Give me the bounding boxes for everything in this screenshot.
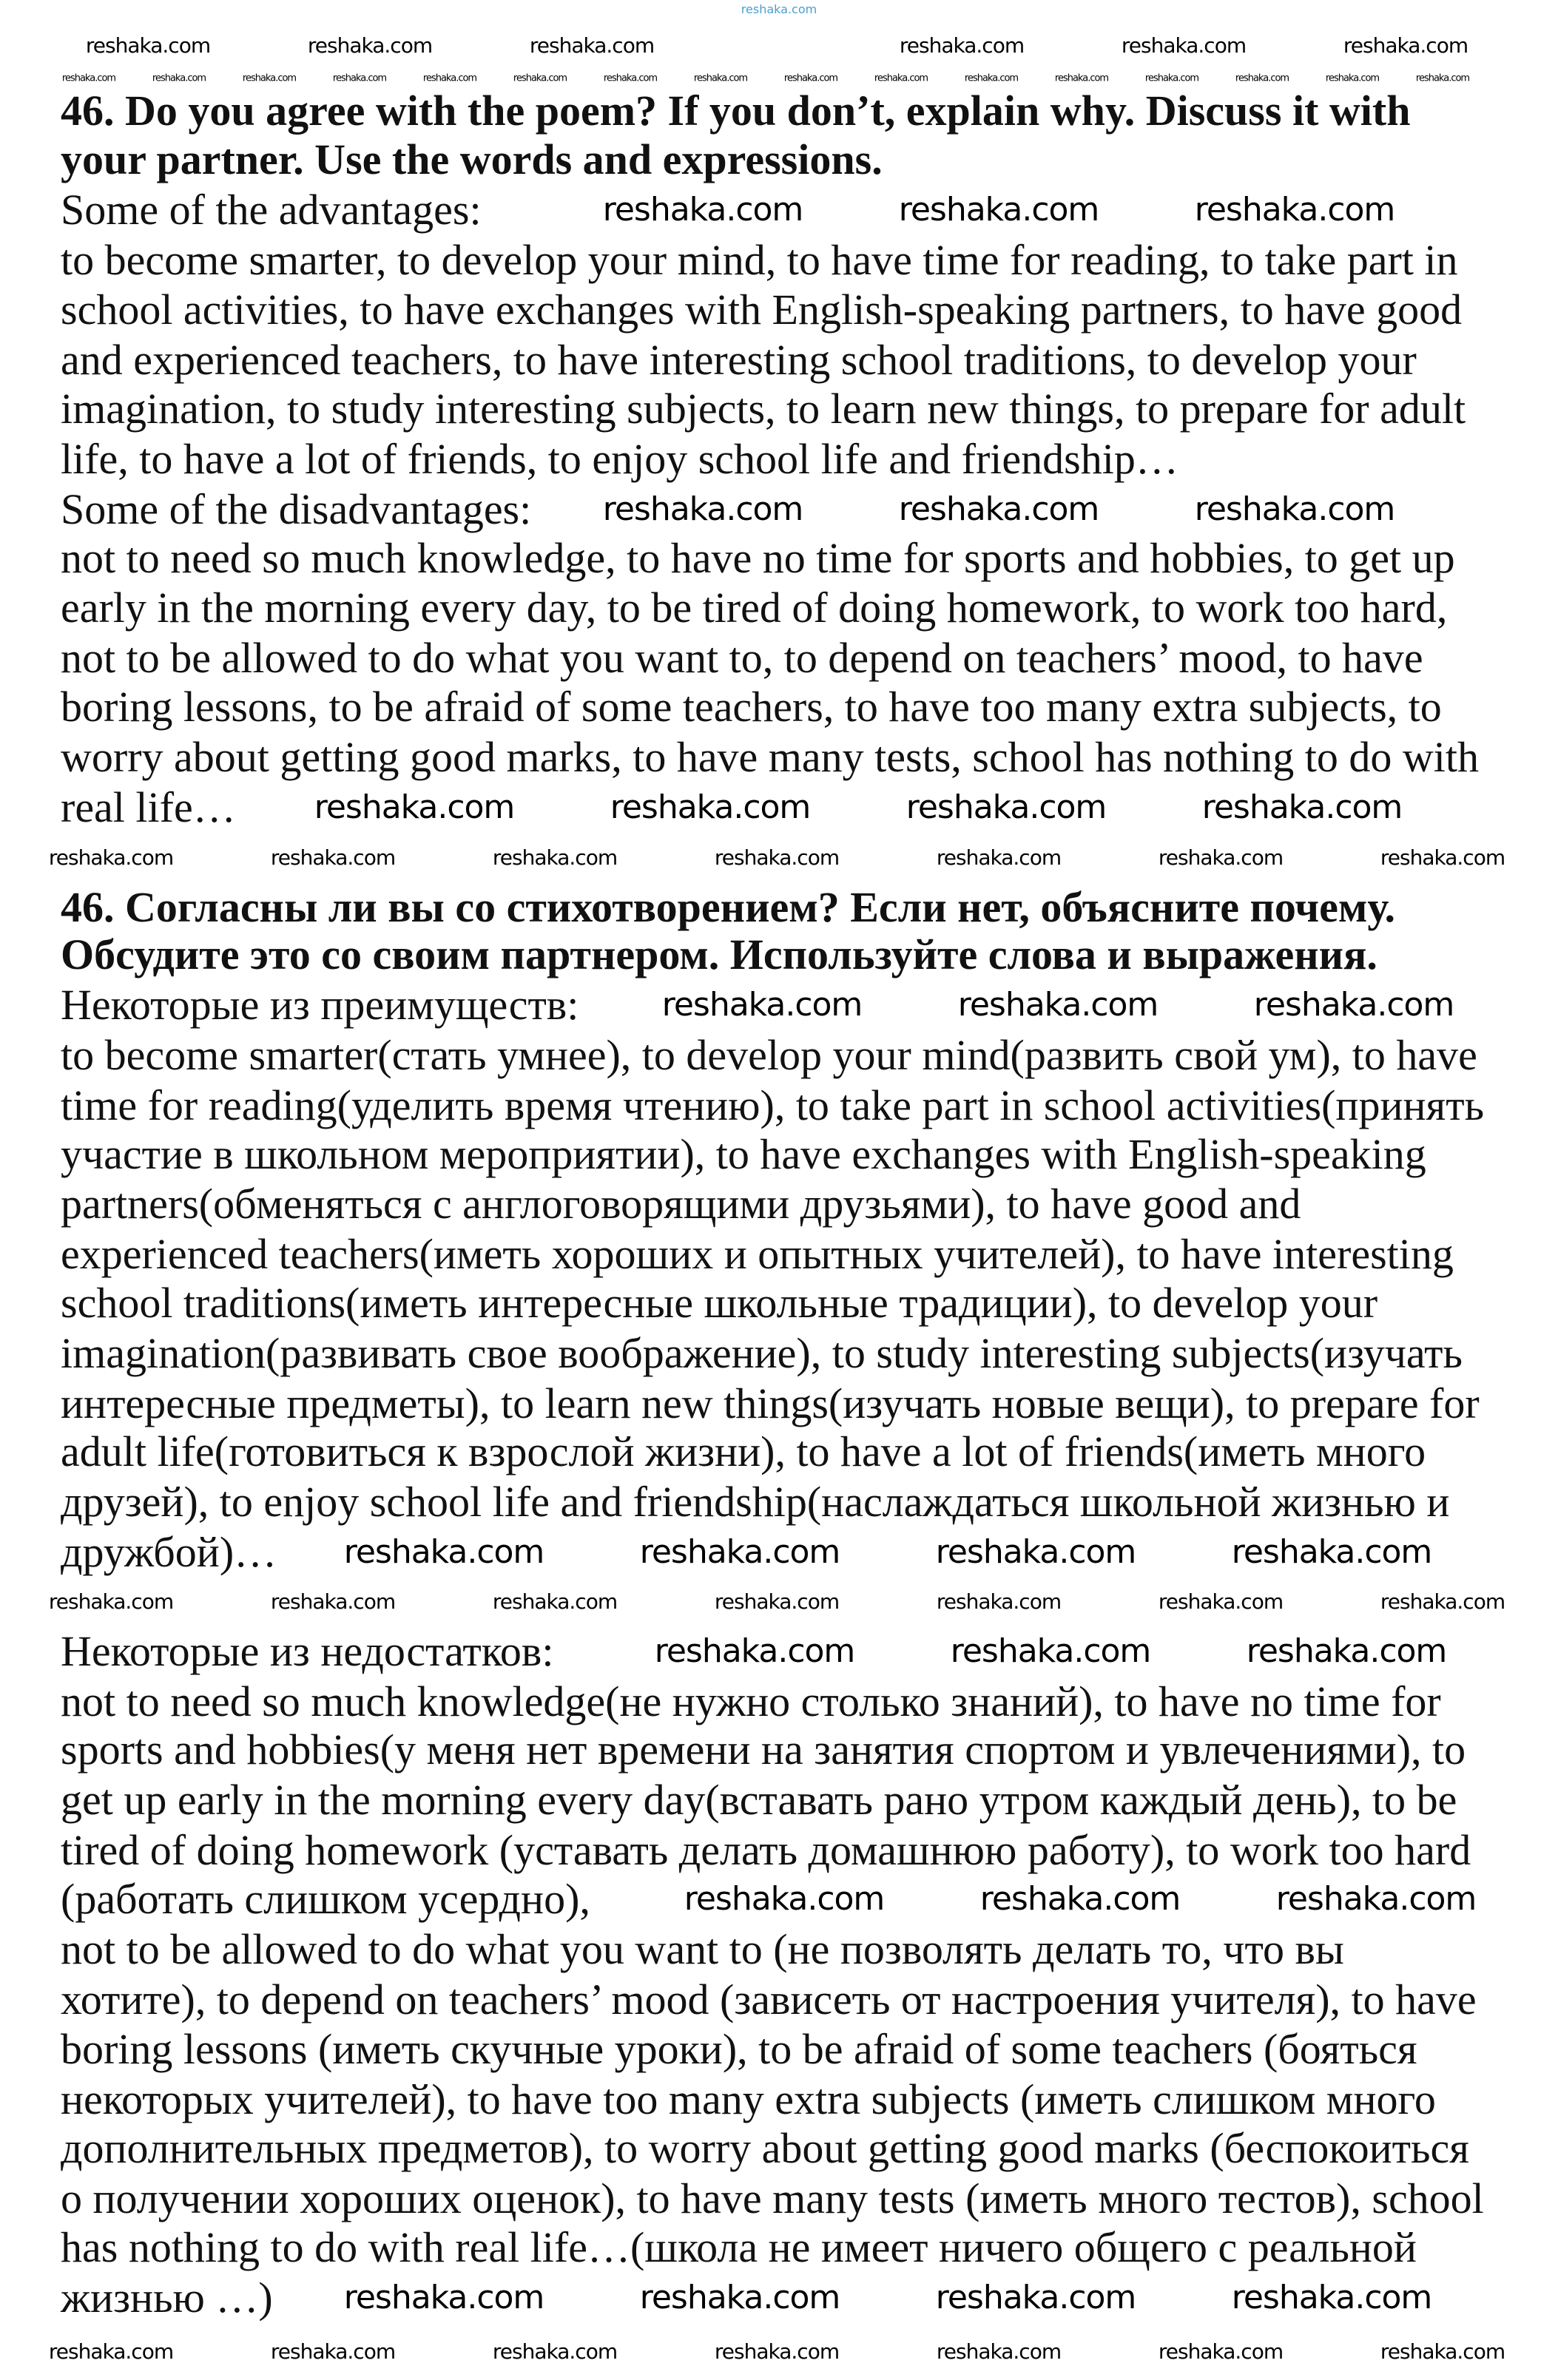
russian-advantages-line: school traditions(иметь интересные школьные традиции), to develop your	[61, 1279, 1378, 1327]
watermark: reshaka.com	[1054, 72, 1109, 84]
watermark: reshaka.com	[1235, 72, 1289, 84]
russian-disadvantages-line: tired of doing homework (уставать делать домашнюю работу), to work too hard	[61, 1826, 1471, 1874]
russian-heading-line: Обсудите это со своим партнером. Используйте слова и выражения.	[61, 930, 1377, 978]
watermark: reshaka.com	[270, 2339, 396, 2364]
watermark: reshaka.com	[48, 1589, 174, 1614]
watermark: reshaka.com	[270, 1589, 396, 1614]
english-disadvantages-line: worry about getting good marks, to have many tests, school has nothing to do with	[61, 733, 1479, 781]
english-advantages-line: to become smarter, to develop your mind, to have time for reading, to take part in	[61, 236, 1458, 284]
russian-disadvantages-line: not to be allowed to do what you want to (не позволять делать то, что вы	[61, 1925, 1344, 1973]
watermark: reshaka.com	[492, 2339, 618, 2364]
russian-advantages-line: time for reading(уделить время чтению), to take part in school activities(принять	[61, 1081, 1485, 1129]
watermark: reshaka.com	[714, 1589, 840, 1614]
watermark: reshaka.com	[1343, 33, 1468, 58]
watermark: reshaka.com	[422, 72, 477, 84]
watermark: reshaka.com	[899, 33, 1025, 58]
watermark: reshaka.com	[936, 845, 1062, 870]
watermark: reshaka.com	[492, 845, 618, 870]
watermark: reshaka.com	[1144, 72, 1199, 84]
watermark: reshaka.com	[950, 1632, 1151, 1670]
watermark: reshaka.com	[1231, 2279, 1432, 2316]
english-disadvantages-label: Some of the disadvantages:	[61, 485, 532, 533]
watermark: reshaka.com	[714, 845, 840, 870]
english-advantages-line: school activities, to have exchanges with English-speaking partners, to have good	[61, 285, 1463, 334]
russian-advantages-line: imagination(развивать свое воображение), to study interesting subjects(изучать	[61, 1329, 1463, 1377]
watermark: reshaka.com	[1158, 2339, 1284, 2364]
watermark: reshaka.com	[964, 72, 1019, 84]
watermark: reshaka.com	[343, 1533, 544, 1571]
russian-advantages-line: дружбой)…	[61, 1528, 277, 1576]
watermark: reshaka.com	[661, 986, 863, 1024]
watermark: reshaka.com	[936, 1589, 1062, 1614]
russian-advantages-label: Некоторые из преимуществ:	[61, 981, 579, 1029]
english-disadvantages-line: not to need so much knowledge, to have no time for sports and hobbies, to get up	[61, 534, 1455, 582]
watermark: reshaka.com	[874, 72, 928, 84]
english-disadvantages-line: not to be allowed to do what you want to, to depend on teachers’ mood, to have	[61, 634, 1423, 682]
watermark: reshaka.com	[48, 2339, 174, 2364]
russian-heading-line: 46. Согласны ли вы со стихотворением? Если нет, объясните почему.	[61, 883, 1396, 931]
watermark: reshaka.com	[332, 72, 387, 84]
watermark: reshaka.com	[783, 72, 838, 84]
watermark: reshaka.com	[610, 788, 811, 826]
english-heading-line: your partner. Use the words and expressions.	[61, 135, 883, 183]
watermark: reshaka.com	[343, 2279, 544, 2316]
russian-disadvantages-line: get up early in the morning every day(вставать рано утром каждый день), to be	[61, 1776, 1457, 1824]
english-advantages-line: and experienced teachers, to have interesting school traditions, to develop your	[61, 336, 1417, 384]
watermark: reshaka.com	[1415, 72, 1470, 84]
watermark: reshaka.com	[307, 33, 433, 58]
watermark: reshaka.com	[85, 33, 211, 58]
russian-disadvantages-line: not to need so much knowledge(не нужно столько знаний), to have no time for	[61, 1677, 1441, 1725]
watermark: reshaka.com	[529, 33, 655, 58]
russian-disadvantages-line: хотите), to depend on teachers’ mood (зависеть от настроения учителя), to have	[61, 1975, 1477, 2024]
russian-advantages-line: друзей), to enjoy school life and friendship(наслаждаться школьной жизнью и	[61, 1478, 1450, 1526]
watermark: reshaka.com	[242, 72, 297, 84]
watermark: reshaka.com	[492, 1589, 618, 1614]
watermark: reshaka.com	[61, 72, 116, 84]
watermark: reshaka.com	[639, 1533, 840, 1571]
site-mark[interactable]: reshaka.com	[741, 2, 817, 16]
russian-disadvantages-line: (работать слишком усердно),	[61, 1875, 590, 1923]
watermark: reshaka.com	[714, 2339, 840, 2364]
english-advantages-line: life, to have a lot of friends, to enjoy school life and friendship…	[61, 435, 1178, 483]
russian-advantages-line: участие в школьном мероприятии), to have exchanges with English-speaking	[61, 1130, 1426, 1178]
watermark: reshaka.com	[602, 191, 803, 229]
watermark: reshaka.com	[1158, 1589, 1284, 1614]
watermark: reshaka.com	[1158, 845, 1284, 870]
watermark: reshaka.com	[152, 72, 206, 84]
watermark: reshaka.com	[1380, 1589, 1505, 1614]
russian-disadvantages-line: has nothing to do with real life…(школа не имеет ничего общего с реальной	[61, 2223, 1417, 2271]
watermark: reshaka.com	[684, 1880, 885, 1918]
english-disadvantages-line: boring lessons, to be afraid of some teachers, to have too many extra subjects, to	[61, 683, 1442, 731]
russian-advantages-line: adult life(готовиться к взрослой жизни), to have a lot of friends(иметь много	[61, 1427, 1426, 1475]
watermark: reshaka.com	[654, 1632, 855, 1670]
russian-disadvantages-line: о получении хороших оценок), to have many tests (иметь много тестов), school	[61, 2174, 1484, 2222]
english-advantages-label: Some of the advantages:	[61, 186, 482, 234]
watermark: reshaka.com	[1246, 1632, 1447, 1670]
watermark: reshaka.com	[936, 2339, 1062, 2364]
russian-disadvantages-line: некоторых учителей), to have too many extra subjects (иметь слишком много	[61, 2075, 1436, 2123]
russian-advantages-line: интересные предметы), to learn new things(изучать новые вещи), to prepare for	[61, 1379, 1480, 1427]
watermark: reshaka.com	[48, 845, 174, 870]
english-disadvantages-line: real life…	[61, 783, 236, 831]
watermark: reshaka.com	[602, 490, 803, 528]
watermark: reshaka.com	[603, 72, 658, 84]
watermark: reshaka.com	[898, 191, 1099, 229]
russian-disadvantages-line: sports and hobbies(у меня нет времени на занятия спортом и увлечениями), to	[61, 1725, 1466, 1774]
watermark: reshaka.com	[1253, 986, 1454, 1024]
watermark: reshaka.com	[1325, 72, 1380, 84]
watermark: reshaka.com	[1380, 2339, 1505, 2364]
russian-disadvantages-label: Некоторые из недостатков:	[61, 1627, 554, 1675]
russian-disadvantages-line: boring lessons (иметь скучные уроки), to be afraid of some teachers (бояться	[61, 2025, 1417, 2073]
english-disadvantages-line: early in the morning every day, to be tired of doing homework, to work too hard,	[61, 584, 1448, 632]
russian-disadvantages-line: дополнительных предметов), to worry about getting good marks (беспокоиться	[61, 2124, 1469, 2172]
watermark: reshaka.com	[906, 788, 1107, 826]
watermark: reshaka.com	[957, 986, 1159, 1024]
watermark: reshaka.com	[1194, 191, 1395, 229]
watermark: reshaka.com	[270, 845, 396, 870]
watermark: reshaka.com	[979, 1880, 1181, 1918]
watermark: reshaka.com	[1231, 1533, 1432, 1571]
russian-advantages-line: partners(обменяться с англоговорящими друзьями), to have good and	[61, 1180, 1301, 1228]
english-advantages-line: imagination, to study interesting subjects, to learn new things, to prepare for adult	[61, 385, 1466, 433]
english-heading-line: 46. Do you agree with the poem? If you don’t, explain why. Discuss it with	[61, 87, 1411, 135]
watermark: reshaka.com	[314, 788, 515, 826]
russian-advantages-line: to become smarter(стать умнее), to develop your mind(развить свой ум), to have	[61, 1031, 1477, 1079]
watermark: reshaka.com	[898, 490, 1099, 528]
russian-advantages-line: experienced teachers(иметь хороших и опытных учителей), to have interesting	[61, 1230, 1454, 1278]
watermark: reshaka.com	[1194, 490, 1395, 528]
watermark: reshaka.com	[935, 2279, 1136, 2316]
watermark: reshaka.com	[1201, 788, 1403, 826]
russian-disadvantages-line: жизнью …)	[61, 2273, 273, 2322]
watermark: reshaka.com	[1121, 33, 1247, 58]
watermark: reshaka.com	[639, 2279, 840, 2316]
watermark: reshaka.com	[1380, 845, 1505, 870]
watermark: reshaka.com	[1275, 1880, 1477, 1918]
watermark: reshaka.com	[935, 1533, 1136, 1571]
watermark: reshaka.com	[693, 72, 748, 84]
watermark: reshaka.com	[513, 72, 567, 84]
